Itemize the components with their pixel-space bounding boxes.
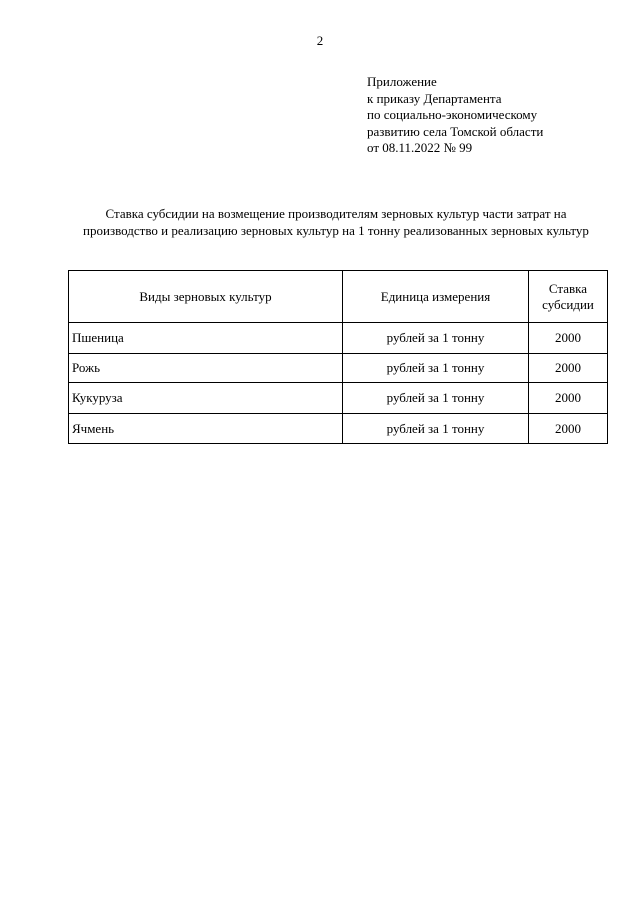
crop-cell: Кукуруза: [69, 383, 343, 414]
unit-cell: рублей за 1 тонну: [343, 323, 529, 354]
page-number: 2: [316, 33, 324, 48]
header-rate-line1: Ставка: [548, 280, 588, 296]
appendix-line: развитию села Томской области: [367, 123, 544, 139]
appendix-line: по социально-экономическому: [367, 107, 538, 122]
document-title: Ставка субсидии на возмещение производителям зерновых культур части затрат на производство и реализацию зерновых культур на 1 тонну реализованных зерновых культур: [83, 206, 589, 238]
header-crop-type: Виды зерновых культур: [69, 271, 343, 323]
table-header-row: [69, 271, 608, 323]
table-row: [69, 383, 608, 414]
rate-cell: 2000: [529, 323, 608, 354]
header-unit: Единица измерения: [343, 271, 529, 323]
appendix-order-date: от 08.11.2022 № 99: [367, 140, 473, 155]
appendix-line: к приказу Департамента: [367, 90, 502, 106]
appendix-line: Приложение: [367, 74, 437, 89]
rate-cell: 2000: [529, 414, 608, 444]
rate-cell: 2000: [529, 354, 608, 383]
table-row: [69, 354, 608, 383]
crop-cell: Рожь: [69, 354, 343, 383]
subsidy-rates-table: [68, 270, 608, 444]
crop-cell: Пшеница: [69, 323, 343, 354]
unit-cell: рублей за 1 тонну: [343, 383, 529, 414]
header-rate-line2: субсидии: [542, 296, 594, 312]
rate-cell: 2000: [529, 383, 608, 414]
unit-cell: рублей за 1 тонну: [343, 414, 529, 444]
table-row: [69, 323, 608, 354]
crop-cell: Ячмень: [69, 414, 343, 444]
header-rate: [529, 271, 608, 323]
table-row: [69, 414, 608, 444]
unit-cell: рублей за 1 тонну: [343, 354, 529, 383]
appendix-block: [367, 74, 543, 157]
